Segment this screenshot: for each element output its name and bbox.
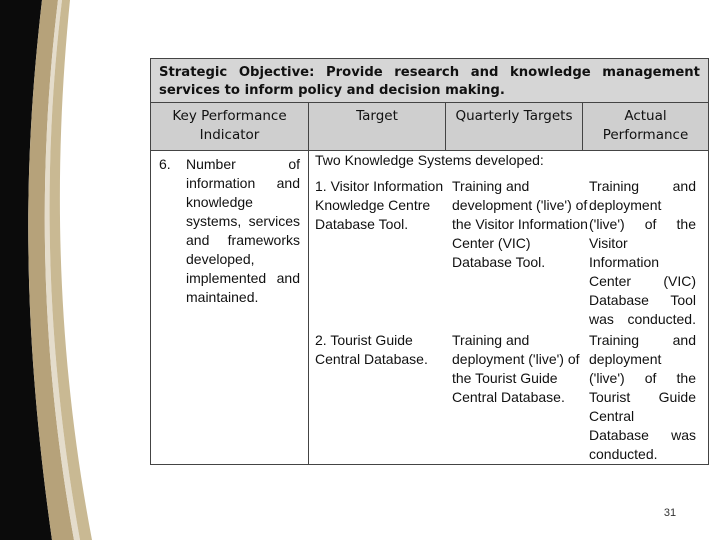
slide-decoration — [0, 0, 150, 540]
quarterly-text: Training and deployment ('live') of the Tourist Guide Central Database. — [452, 332, 580, 405]
table-row — [151, 151, 709, 465]
page-number: 31 — [663, 507, 677, 519]
kpi-table — [150, 58, 709, 465]
kpi-item — [159, 155, 300, 307]
target-text: 1. Visitor Information Knowledge Centre Database Tool. — [315, 178, 444, 232]
kpi-text: Number of information and knowledge systems, services and frameworks developed, implemented and maintained. — [186, 156, 300, 305]
targets-intro: Two Knowledge Systems developed: — [315, 152, 544, 168]
targets-cell — [309, 151, 709, 465]
header-row — [151, 103, 709, 151]
quarterly-text: Training and development ('live') of the Visitor Information Center (VIC) Database Tool. — [452, 178, 588, 270]
actual-text: Training and deployment ('live') of the Tourist Guide Central Database was conducted. — [589, 332, 696, 462]
actual-text: Training and deployment ('live') of the Visitor Information Center (VIC) Database Tool was conducted. — [589, 178, 696, 327]
header-actual: Actual Performance — [583, 103, 709, 151]
target-text: 2. Tourist Guide Central Database. — [315, 332, 428, 367]
strategic-objective: Strategic Objective: Provide research and knowledge management services to inform policy and decision making. — [151, 59, 709, 103]
target-item-1 — [315, 173, 708, 327]
objective-row — [151, 59, 709, 103]
kpi-number: 6. — [159, 156, 171, 172]
target-item-2 — [315, 327, 708, 464]
header-target: Target — [309, 103, 446, 151]
header-quarterly: Quarterly Targets — [446, 103, 583, 151]
header-kpi: Key Performance Indicator — [151, 103, 309, 151]
kpi-cell — [151, 151, 309, 465]
